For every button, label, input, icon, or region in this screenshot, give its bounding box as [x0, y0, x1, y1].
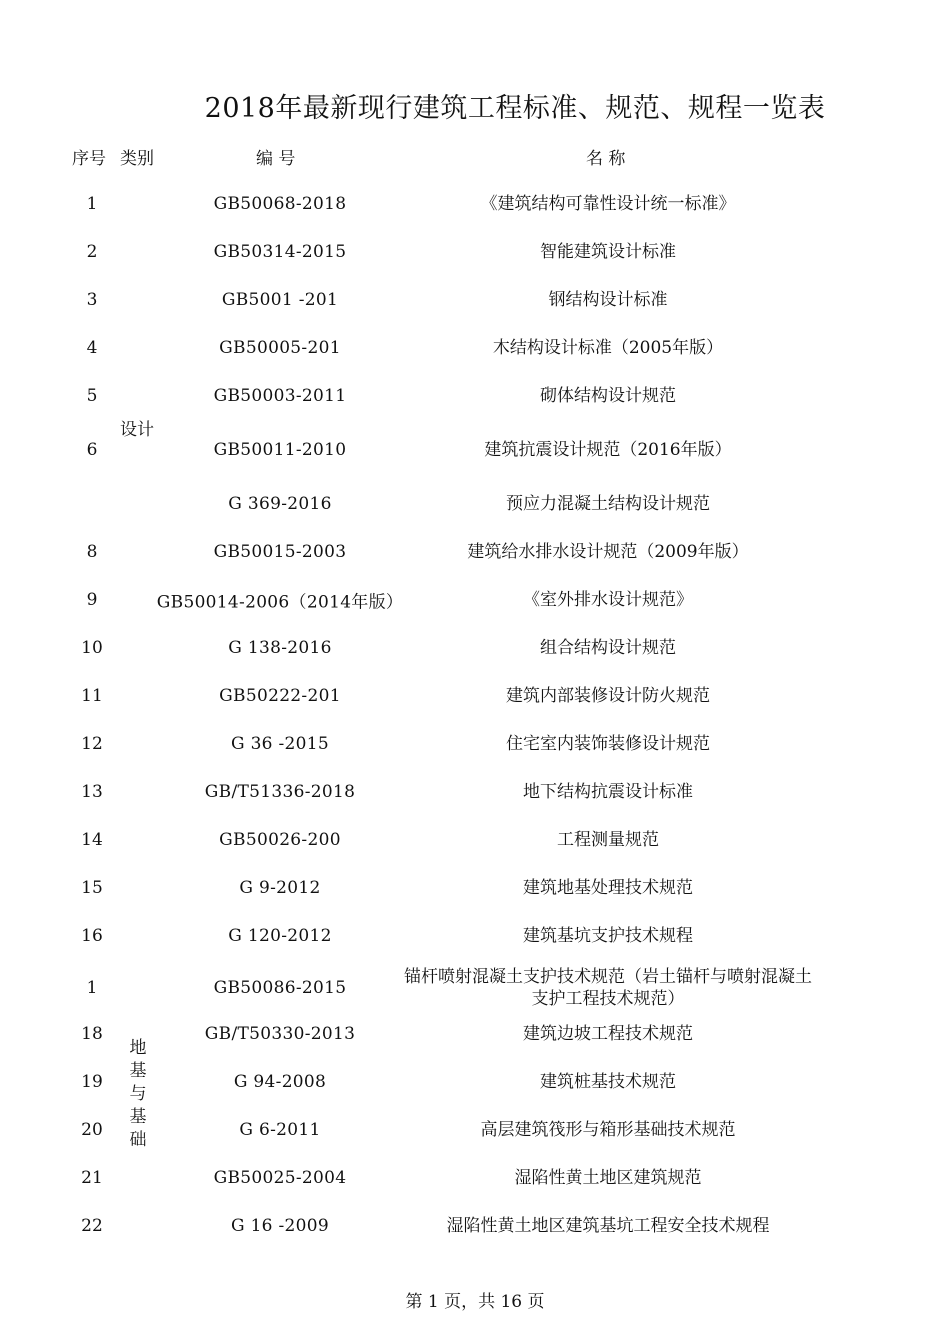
row-code: G 369-2016: [228, 494, 332, 514]
row-code: GB50086-2015: [213, 978, 347, 998]
row-seq: 16: [81, 926, 103, 946]
row-seq: 1: [86, 194, 98, 214]
header-category: 类别: [120, 149, 154, 169]
row-code: GB50011-2010: [213, 440, 347, 460]
table-row: [0, 1156, 950, 1200]
header-name: 名 称: [586, 149, 626, 169]
row-name: 湿陷性黄土地区建筑规范: [514, 1168, 702, 1188]
row-code: GB50003-2011: [213, 386, 347, 406]
row-seq: 10: [81, 638, 103, 658]
row-name: 住宅室内装饰装修设计规范: [506, 734, 710, 754]
row-code: GB/T50330-2013: [204, 1024, 356, 1044]
row-seq: 2: [86, 242, 98, 262]
row-code: G 9-2012: [239, 878, 321, 898]
row-seq: 11: [81, 686, 103, 706]
row-code: GB50222-201: [219, 686, 341, 706]
row-name: 预应力混凝土结构设计规范: [506, 494, 710, 514]
row-code: G 138-2016: [228, 638, 332, 658]
table-row: [0, 278, 950, 322]
row-name: 钢结构设计标准: [548, 290, 668, 310]
row-name: 组合结构设计规范: [540, 638, 676, 658]
row-seq: 20: [81, 1120, 103, 1140]
table-row: [0, 230, 950, 274]
category-foundation: 地基与基础: [129, 1038, 147, 1150]
row-name: 建筑地基处理技术规范: [523, 878, 693, 898]
table-row: [0, 964, 950, 1012]
table-row: [0, 374, 950, 418]
row-name: 智能建筑设计标准: [540, 242, 676, 262]
row-name: 建筑桩基技术规范: [540, 1072, 676, 1092]
row-name: 湿陷性黄土地区建筑基坑工程安全技术规程: [446, 1216, 770, 1236]
row-name: 地下结构抗震设计标准: [523, 782, 693, 802]
row-name: 工程测量规范: [557, 830, 659, 850]
row-code: G 94-2008: [233, 1072, 327, 1092]
row-seq: 15: [81, 878, 103, 898]
row-code: GB5001 -201: [221, 290, 339, 310]
row-code: G 16 -2009: [230, 1216, 330, 1236]
table-row: [0, 722, 950, 766]
row-name: 木结构设计标准（2005年版）: [492, 338, 724, 358]
row-name: 建筑给水排水设计规范（2009年版）: [467, 542, 749, 562]
row-seq: 6: [86, 440, 98, 460]
row-name: 高层建筑筏形与箱形基础技术规范: [480, 1120, 736, 1140]
table-row: [0, 818, 950, 862]
row-seq: 5: [86, 386, 98, 406]
row-code: G 36 -2015: [230, 734, 330, 754]
row-name: 建筑抗震设计规范（2016年版）: [484, 440, 732, 460]
row-seq: 19: [81, 1072, 103, 1092]
row-name: 锚杆喷射混凝土支护技术规范（岩土锚杆与喷射混凝土支护工程技术规范）: [404, 967, 812, 1009]
table-row: [0, 1204, 950, 1248]
row-code: G 6-2011: [239, 1120, 321, 1140]
page-title: 2018年最新现行建筑工程标准、规范、规程一览表: [204, 93, 826, 124]
category-design: 设计: [120, 420, 154, 440]
table-row: [0, 482, 950, 526]
row-seq: 12: [81, 734, 103, 754]
row-code: GB/T51336-2018: [204, 782, 356, 802]
row-seq: 8: [86, 542, 98, 562]
row-seq: 18: [81, 1024, 103, 1044]
header-code: 编 号: [256, 149, 296, 169]
row-name: 建筑边坡工程技术规范: [523, 1024, 693, 1044]
row-seq: 4: [86, 338, 98, 358]
table-row: [0, 770, 950, 814]
row-name: 建筑基坑支护技术规程: [523, 926, 693, 946]
row-code: GB50014-2006（2014年版）: [156, 592, 404, 613]
row-seq: 22: [81, 1216, 103, 1236]
row-seq: 9: [86, 590, 98, 610]
row-name: 建筑内部装修设计防火规范: [506, 686, 710, 706]
table-row: [0, 866, 950, 910]
row-seq: 13: [81, 782, 103, 802]
table-row: [0, 326, 950, 370]
row-code: GB50005-201: [219, 338, 341, 358]
page-footer: 第 1 页，共 16 页: [405, 1292, 545, 1312]
row-name: 砌体结构设计规范: [540, 386, 676, 406]
table-row: [0, 578, 950, 622]
table-row: [0, 626, 950, 670]
row-code: GB50026-200: [219, 830, 341, 850]
row-seq: 3: [86, 290, 98, 310]
table-row: [0, 182, 950, 226]
table-row: [0, 530, 950, 574]
row-name: 《建筑结构可靠性设计统一标准》: [480, 194, 736, 214]
row-seq: 21: [81, 1168, 103, 1188]
row-code: GB50314-2015: [213, 242, 347, 262]
table-row: [0, 674, 950, 718]
row-name: 《室外排水设计规范》: [523, 590, 693, 610]
row-code: GB50025-2004: [213, 1168, 347, 1188]
row-code: G 120-2012: [228, 926, 332, 946]
row-seq: 14: [81, 830, 103, 850]
row-code: GB50068-2018: [213, 194, 347, 214]
header-seq: 序号: [72, 149, 106, 169]
row-code: GB50015-2003: [213, 542, 347, 562]
row-seq: 1: [86, 978, 98, 998]
table-row: [0, 914, 950, 958]
